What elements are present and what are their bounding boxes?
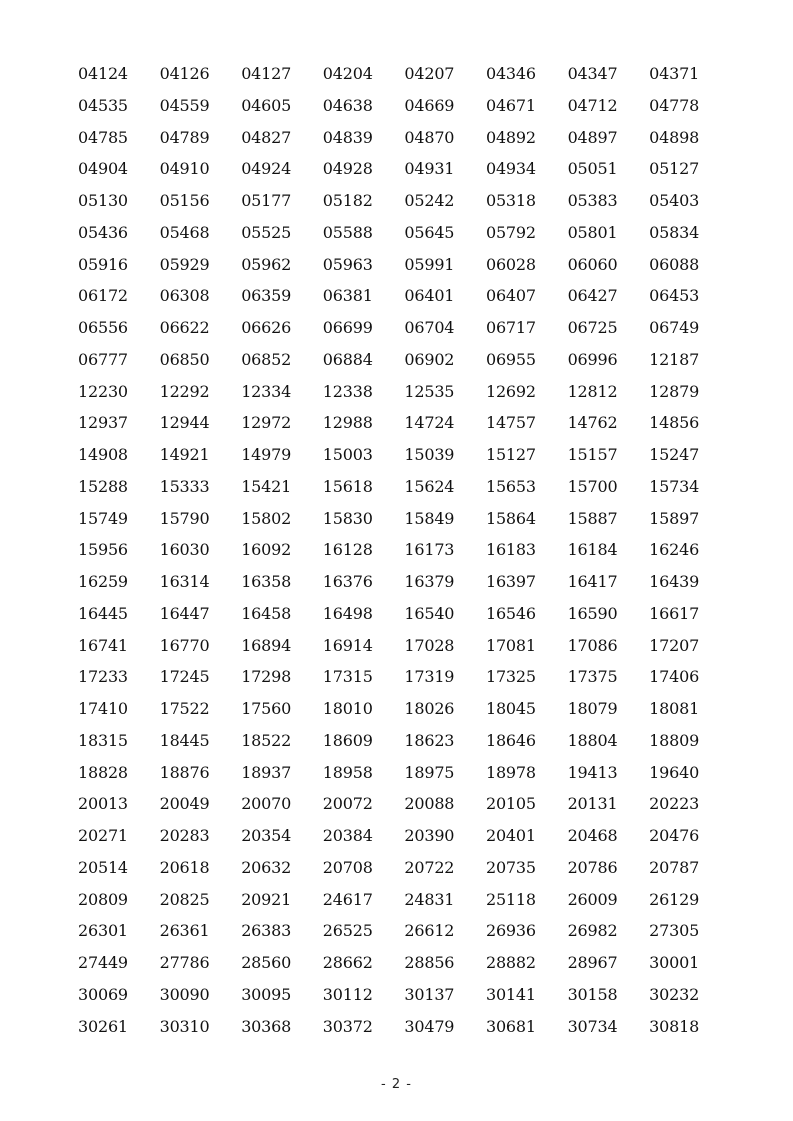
number-cell: 04931 — [404, 159, 455, 179]
number-cell: 30734 — [567, 1016, 618, 1036]
number-cell: 30141 — [485, 984, 536, 1004]
number-cell: 15624 — [404, 476, 455, 496]
number-cell: 05436 — [78, 222, 128, 242]
number-row — [78, 1015, 738, 1047]
number-cell: 20632 — [241, 857, 292, 877]
number-row — [78, 792, 738, 824]
number-cell: 04910 — [159, 159, 210, 179]
number-cell: 20283 — [159, 826, 210, 845]
number-cell: 26936 — [485, 921, 536, 941]
number-cell: 06407 — [485, 286, 536, 306]
number-cell: 20468 — [567, 826, 618, 845]
number-cell: 05588 — [322, 222, 373, 242]
number-cell: 04535 — [78, 95, 128, 115]
number-cell: 30818 — [649, 1016, 700, 1036]
number-cell: 20618 — [159, 857, 210, 877]
number-cell: 15157 — [567, 445, 618, 464]
number-cell: 18315 — [78, 730, 128, 750]
number-cell: 14856 — [649, 413, 700, 433]
number-cell: 20809 — [78, 889, 128, 909]
number-cell: 05127 — [649, 159, 700, 179]
number-row — [78, 602, 738, 634]
number-cell: 04207 — [404, 64, 455, 83]
number-row — [78, 824, 738, 856]
number-cell: 04934 — [485, 159, 536, 179]
number-cell: 30232 — [649, 984, 700, 1004]
number-cell: 16498 — [322, 603, 373, 623]
number-cell: 15956 — [78, 540, 128, 560]
number-cell: 20708 — [322, 857, 373, 877]
number-cell: 15127 — [485, 445, 536, 464]
number-row — [78, 888, 738, 920]
number-cell: 05991 — [404, 254, 455, 274]
number-cell: 15887 — [567, 508, 618, 528]
number-cell: 20921 — [241, 889, 292, 909]
number-cell: 20787 — [649, 857, 700, 877]
number-cell: 20514 — [78, 857, 128, 877]
number-cell: 30372 — [322, 1016, 373, 1036]
number-cell: 18828 — [78, 762, 128, 782]
number-cell: 14908 — [78, 445, 128, 464]
number-cell: 16439 — [649, 572, 700, 591]
number-cell: 20825 — [159, 889, 210, 909]
number-cell: 16184 — [567, 540, 618, 560]
number-row — [78, 538, 738, 570]
number-cell: 28662 — [322, 953, 373, 972]
number-cell: 14762 — [567, 413, 618, 433]
number-cell: 20384 — [322, 826, 373, 845]
number-cell: 05242 — [404, 191, 455, 210]
number-cell: 06850 — [159, 349, 210, 369]
number-cell: 16246 — [649, 540, 700, 560]
number-cell: 17560 — [241, 699, 292, 718]
number-cell: 12338 — [322, 381, 373, 401]
number-cell: 12692 — [485, 381, 536, 401]
number-cell: 12972 — [241, 413, 292, 433]
number-cell: 24831 — [404, 889, 455, 909]
number-cell: 14724 — [404, 413, 455, 433]
number-cell: 26525 — [322, 921, 373, 941]
number-cell: 17375 — [567, 667, 618, 687]
number-cell: 20722 — [404, 857, 455, 877]
number-cell: 16376 — [322, 572, 373, 591]
number-cell: 18958 — [322, 762, 373, 782]
number-cell: 15003 — [322, 445, 373, 464]
number-cell: 16590 — [567, 603, 618, 623]
number-cell: 06777 — [78, 349, 128, 369]
number-cell: 05962 — [241, 254, 292, 274]
number-cell: 30158 — [567, 984, 618, 1004]
number-cell: 17410 — [78, 699, 128, 718]
number-row — [78, 157, 738, 189]
number-cell: 30681 — [485, 1016, 536, 1036]
number-cell: 15653 — [485, 476, 536, 496]
number-cell: 15830 — [322, 508, 373, 528]
number-cell: 05403 — [649, 191, 700, 210]
number-cell: 30095 — [241, 984, 292, 1004]
number-cell: 16397 — [485, 572, 536, 591]
number-cell: 28967 — [567, 953, 618, 972]
number-cell: 15802 — [241, 508, 292, 528]
number-cell: 04898 — [649, 127, 700, 147]
number-cell: 04904 — [78, 159, 128, 179]
number-row — [78, 411, 738, 443]
number-cell: 18809 — [649, 730, 700, 750]
number-cell: 20072 — [322, 794, 373, 814]
number-cell: 04204 — [322, 64, 373, 83]
number-cell: 16458 — [241, 603, 292, 623]
number-cell: 15288 — [78, 476, 128, 496]
number-row — [78, 380, 738, 412]
number-cell: 26982 — [567, 921, 618, 941]
number-cell: 16092 — [241, 540, 292, 560]
number-cell: 18079 — [567, 699, 618, 718]
number-cell: 06401 — [404, 286, 455, 306]
number-cell: 28882 — [485, 953, 536, 972]
number-row — [78, 189, 738, 221]
number-cell: 30090 — [159, 984, 210, 1004]
number-cell: 04839 — [322, 127, 373, 147]
number-cell: 06704 — [404, 318, 455, 337]
number-cell: 16358 — [241, 572, 292, 591]
number-cell: 04789 — [159, 127, 210, 147]
number-cell: 20401 — [485, 826, 536, 845]
number-cell: 20223 — [649, 794, 700, 814]
number-cell: 06622 — [159, 318, 210, 337]
number-cell: 05130 — [78, 191, 128, 210]
number-cell: 18623 — [404, 730, 455, 750]
number-cell: 12230 — [78, 381, 128, 401]
number-cell: 25118 — [485, 889, 536, 909]
number-cell: 15700 — [567, 476, 618, 496]
number-cell: 17325 — [485, 667, 536, 687]
number-cell: 15790 — [159, 508, 210, 528]
number-cell: 15333 — [159, 476, 210, 496]
number-cell: 05792 — [485, 222, 536, 242]
number-row — [78, 284, 738, 316]
number-cell: 04127 — [241, 64, 292, 83]
number-cell: 05963 — [322, 254, 373, 274]
number-cell: 30069 — [78, 984, 128, 1004]
number-cell: 06359 — [241, 286, 292, 306]
number-cell: 12292 — [159, 381, 210, 401]
number-cell: 15039 — [404, 445, 455, 464]
number-cell: 26612 — [404, 921, 455, 941]
number-cell: 15734 — [649, 476, 700, 496]
number-cell: 17406 — [649, 667, 700, 687]
number-cell: 04785 — [78, 127, 128, 147]
number-row — [78, 94, 738, 126]
number-row — [78, 126, 738, 158]
number-cell: 20735 — [485, 857, 536, 877]
number-cell: 05051 — [567, 159, 618, 179]
number-cell: 30001 — [649, 953, 700, 972]
number-cell: 06749 — [649, 318, 700, 337]
number-cell: 14757 — [485, 413, 536, 433]
number-cell: 05383 — [567, 191, 618, 210]
number-cell: 27786 — [159, 953, 210, 972]
number-cell: 26129 — [649, 889, 700, 909]
number-cell: 04897 — [567, 127, 618, 147]
number-cell: 17207 — [649, 635, 700, 655]
number-cell: 04346 — [485, 64, 536, 83]
number-row — [78, 761, 738, 793]
number-row — [78, 919, 738, 951]
number-cell: 17522 — [159, 699, 210, 718]
number-cell: 04638 — [322, 95, 373, 115]
number-cell: 20476 — [649, 826, 700, 845]
number-cell: 16379 — [404, 572, 455, 591]
number-cell: 18876 — [159, 762, 210, 782]
number-cell: 05801 — [567, 222, 618, 242]
number-cell: 17028 — [404, 635, 455, 655]
number-cell: 16770 — [159, 635, 210, 655]
number-cell: 06453 — [649, 286, 700, 306]
number-cell: 16447 — [159, 603, 210, 623]
number-cell: 16417 — [567, 572, 618, 591]
number-cell: 15897 — [649, 508, 700, 528]
number-cell: 06717 — [485, 318, 536, 337]
number-cell: 15749 — [78, 508, 128, 528]
number-cell: 12334 — [241, 381, 292, 401]
number-row — [78, 983, 738, 1015]
number-row — [78, 253, 738, 285]
number-cell: 05525 — [241, 222, 292, 242]
number-cell: 05177 — [241, 191, 292, 210]
number-cell: 28560 — [241, 953, 292, 972]
number-row — [78, 316, 738, 348]
number-cell: 06028 — [485, 254, 536, 274]
number-cell: 04928 — [322, 159, 373, 179]
number-cell: 05929 — [159, 254, 210, 274]
number-cell: 14979 — [241, 445, 292, 464]
number-cell: 06060 — [567, 254, 618, 274]
number-cell: 04892 — [485, 127, 536, 147]
number-cell: 15849 — [404, 508, 455, 528]
number-cell: 12944 — [159, 413, 210, 433]
number-cell: 20786 — [567, 857, 618, 877]
number-cell: 16030 — [159, 540, 210, 560]
number-cell: 20013 — [78, 794, 128, 814]
number-grid — [78, 62, 738, 1046]
number-cell: 30112 — [322, 984, 373, 1004]
number-cell: 20105 — [485, 794, 536, 814]
number-row — [78, 221, 738, 253]
number-cell: 18045 — [485, 699, 536, 718]
number-cell: 06626 — [241, 318, 292, 337]
page-number: - 2 - — [381, 1077, 412, 1092]
number-cell: 26383 — [241, 921, 292, 941]
number-cell: 16445 — [78, 603, 128, 623]
number-cell: 20271 — [78, 826, 128, 845]
number-cell: 28856 — [404, 953, 455, 972]
number-row — [78, 348, 738, 380]
number-cell: 20049 — [159, 794, 210, 814]
number-cell: 05916 — [78, 254, 128, 274]
number-cell: 20070 — [241, 794, 292, 814]
number-cell: 06884 — [322, 349, 373, 369]
number-row — [78, 951, 738, 983]
number-row — [78, 570, 738, 602]
number-row — [78, 634, 738, 666]
number-cell: 17245 — [159, 667, 210, 687]
number-cell: 16617 — [649, 603, 700, 623]
number-cell: 04371 — [649, 64, 700, 83]
number-cell: 12812 — [567, 381, 618, 401]
number-cell: 16128 — [322, 540, 373, 560]
number-cell: 04347 — [567, 64, 618, 83]
number-cell: 16741 — [78, 635, 128, 655]
number-cell: 16914 — [322, 635, 373, 655]
number-cell: 18522 — [241, 730, 292, 750]
number-cell: 16546 — [485, 603, 536, 623]
number-row — [78, 443, 738, 475]
number-cell: 06308 — [159, 286, 210, 306]
number-cell: 18804 — [567, 730, 618, 750]
number-cell: 20131 — [567, 794, 618, 814]
number-cell: 16259 — [78, 572, 128, 591]
number-row — [78, 62, 738, 94]
number-cell: 05182 — [322, 191, 373, 210]
number-cell: 06427 — [567, 286, 618, 306]
number-cell: 20390 — [404, 826, 455, 845]
number-row — [78, 475, 738, 507]
number-cell: 19640 — [649, 762, 700, 782]
number-cell: 12879 — [649, 381, 700, 401]
number-cell: 17081 — [485, 635, 536, 655]
number-cell: 06088 — [649, 254, 700, 274]
number-cell: 26361 — [159, 921, 210, 941]
number-cell: 06902 — [404, 349, 455, 369]
number-cell: 19413 — [567, 762, 618, 782]
number-cell: 05645 — [404, 222, 455, 242]
number-cell: 12187 — [649, 349, 700, 369]
number-cell: 20354 — [241, 826, 292, 845]
number-row — [78, 729, 738, 761]
number-cell: 16183 — [485, 540, 536, 560]
number-cell: 18646 — [485, 730, 536, 750]
number-cell: 12535 — [404, 381, 455, 401]
number-cell: 18026 — [404, 699, 455, 718]
number-cell: 06381 — [322, 286, 373, 306]
number-cell: 15864 — [485, 508, 536, 528]
number-cell: 26301 — [78, 921, 128, 941]
number-cell: 06996 — [567, 349, 618, 369]
number-cell: 17233 — [78, 667, 128, 687]
number-cell: 04124 — [78, 64, 128, 83]
number-cell: 30310 — [159, 1016, 210, 1036]
number-cell: 04605 — [241, 95, 292, 115]
number-cell: 30479 — [404, 1016, 455, 1036]
number-cell: 17298 — [241, 667, 292, 687]
number-cell: 30261 — [78, 1016, 128, 1036]
number-row — [78, 507, 738, 539]
number-cell: 04827 — [241, 127, 292, 147]
number-cell: 20088 — [404, 794, 455, 814]
number-cell: 12988 — [322, 413, 373, 433]
number-cell: 06556 — [78, 318, 128, 337]
number-cell: 04671 — [485, 95, 536, 115]
number-cell: 18445 — [159, 730, 210, 750]
number-cell: 04712 — [567, 95, 618, 115]
number-cell: 18937 — [241, 762, 292, 782]
number-cell: 04778 — [649, 95, 700, 115]
number-cell: 17086 — [567, 635, 618, 655]
number-cell: 04870 — [404, 127, 455, 147]
number-cell: 18010 — [322, 699, 373, 718]
number-cell: 26009 — [567, 889, 618, 909]
number-cell: 05834 — [649, 222, 700, 242]
number-cell: 17315 — [322, 667, 373, 687]
number-cell: 04924 — [241, 159, 292, 179]
number-cell: 18081 — [649, 699, 700, 718]
number-cell: 05468 — [159, 222, 210, 242]
number-cell: 16894 — [241, 635, 292, 655]
number-row — [78, 665, 738, 697]
number-cell: 17319 — [404, 667, 455, 687]
number-cell: 24617 — [322, 889, 373, 909]
number-cell: 06172 — [78, 286, 128, 306]
number-cell: 18978 — [485, 762, 536, 782]
number-cell: 30137 — [404, 984, 455, 1004]
number-cell: 06725 — [567, 318, 618, 337]
number-cell: 30368 — [241, 1016, 292, 1036]
number-cell: 06955 — [485, 349, 536, 369]
number-row — [78, 697, 738, 729]
number-row — [78, 856, 738, 888]
number-cell: 12937 — [78, 413, 128, 433]
number-cell: 18975 — [404, 762, 455, 782]
number-cell: 27305 — [649, 921, 700, 941]
number-cell: 18609 — [322, 730, 373, 750]
number-cell: 05156 — [159, 191, 210, 210]
number-cell: 27449 — [78, 953, 128, 972]
number-cell: 15421 — [241, 476, 292, 496]
number-cell: 16314 — [159, 572, 210, 591]
number-cell: 16173 — [404, 540, 455, 560]
number-cell: 16540 — [404, 603, 455, 623]
number-cell: 15618 — [322, 476, 373, 496]
number-cell: 06699 — [322, 318, 373, 337]
number-cell: 04669 — [404, 95, 455, 115]
number-cell: 04559 — [159, 95, 210, 115]
number-cell: 04126 — [159, 64, 210, 83]
number-cell: 14921 — [159, 445, 210, 464]
number-cell: 15247 — [649, 445, 700, 464]
number-cell: 05318 — [485, 191, 536, 210]
number-cell: 06852 — [241, 349, 292, 369]
